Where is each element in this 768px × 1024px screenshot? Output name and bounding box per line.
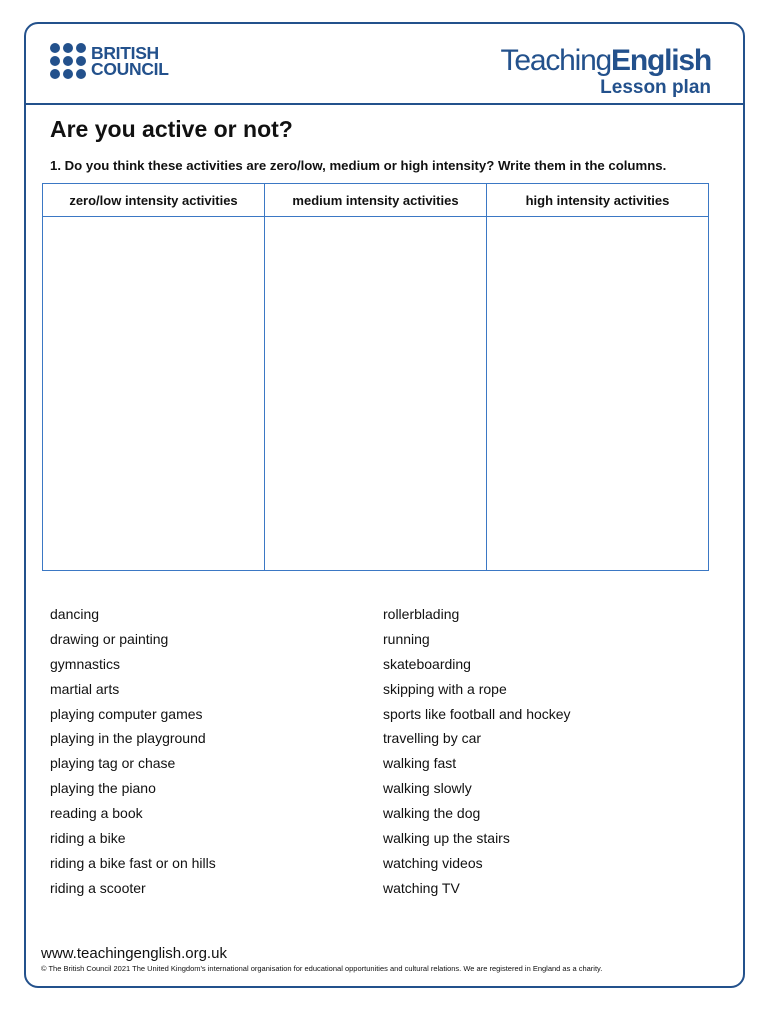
list-item: walking up the stairs (383, 830, 510, 847)
british-council-line2: COUNCIL (91, 59, 169, 79)
table-header-row (43, 184, 709, 217)
list-item: watching TV (383, 879, 460, 896)
list-item: playing tag or chase (50, 755, 176, 772)
list-item: riding a bike (50, 830, 126, 847)
list-item: playing the piano (50, 780, 156, 797)
list-item: skipping with a rope (383, 680, 507, 697)
list-item: skateboarding (383, 655, 471, 672)
list-item: playing in the playground (50, 730, 206, 747)
answer-cell-high[interactable] (487, 217, 709, 571)
list-item: rollerblading (383, 606, 460, 622)
lesson-plan-subtitle: Lesson plan (600, 77, 711, 98)
footer-url[interactable]: www.teachingenglish.org.uk (41, 945, 227, 962)
british-council-line1: BRITISH (91, 43, 159, 63)
activity-list-right (383, 606, 571, 905)
teaching-word: Teaching (500, 44, 612, 77)
page-title: Are you active or not? (50, 116, 293, 142)
list-item: walking the dog (383, 805, 481, 822)
list-item: sports like football and hockey (383, 705, 571, 722)
list-item: reading a book (50, 805, 143, 822)
english-word: English (611, 44, 711, 77)
table-answer-row (43, 217, 709, 571)
list-item: watching videos (383, 854, 483, 871)
intensity-table (42, 183, 709, 571)
teaching-english-title (501, 44, 711, 78)
column-header-low: zero/low intensity activities (43, 184, 265, 217)
answer-cell-medium[interactable] (265, 217, 487, 571)
list-item: playing computer games (50, 705, 203, 722)
list-item: riding a scooter (50, 879, 146, 896)
answer-cell-low[interactable] (43, 217, 265, 571)
footer-legal-text: © The British Council 2021 The United Kingdom's international organisation for educational opportunities and cultural relations. We are registered in England as a charity. (41, 964, 603, 973)
column-header-medium: medium intensity activities (265, 184, 487, 217)
british-council-logo (50, 43, 169, 79)
instruction-text: 1. Do you think these activities are zero/low, medium or high intensity? Write them in the columns. (50, 158, 667, 173)
header-divider (24, 103, 745, 105)
british-council-dots-icon (50, 43, 86, 79)
list-item: walking slowly (383, 780, 472, 797)
british-council-wordmark (91, 45, 169, 77)
list-item: dancing (50, 606, 100, 622)
column-header-high: high intensity activities (487, 184, 709, 217)
list-item: running (383, 630, 430, 647)
list-item: travelling by car (383, 730, 482, 747)
list-item: martial arts (50, 680, 120, 697)
teaching-english-brand (501, 44, 711, 99)
list-item: drawing or painting (50, 630, 169, 647)
activity-list-left (50, 606, 216, 905)
list-item: gymnastics (50, 655, 121, 672)
list-item: riding a bike fast or on hills (50, 854, 216, 871)
list-item: walking fast (383, 755, 457, 772)
